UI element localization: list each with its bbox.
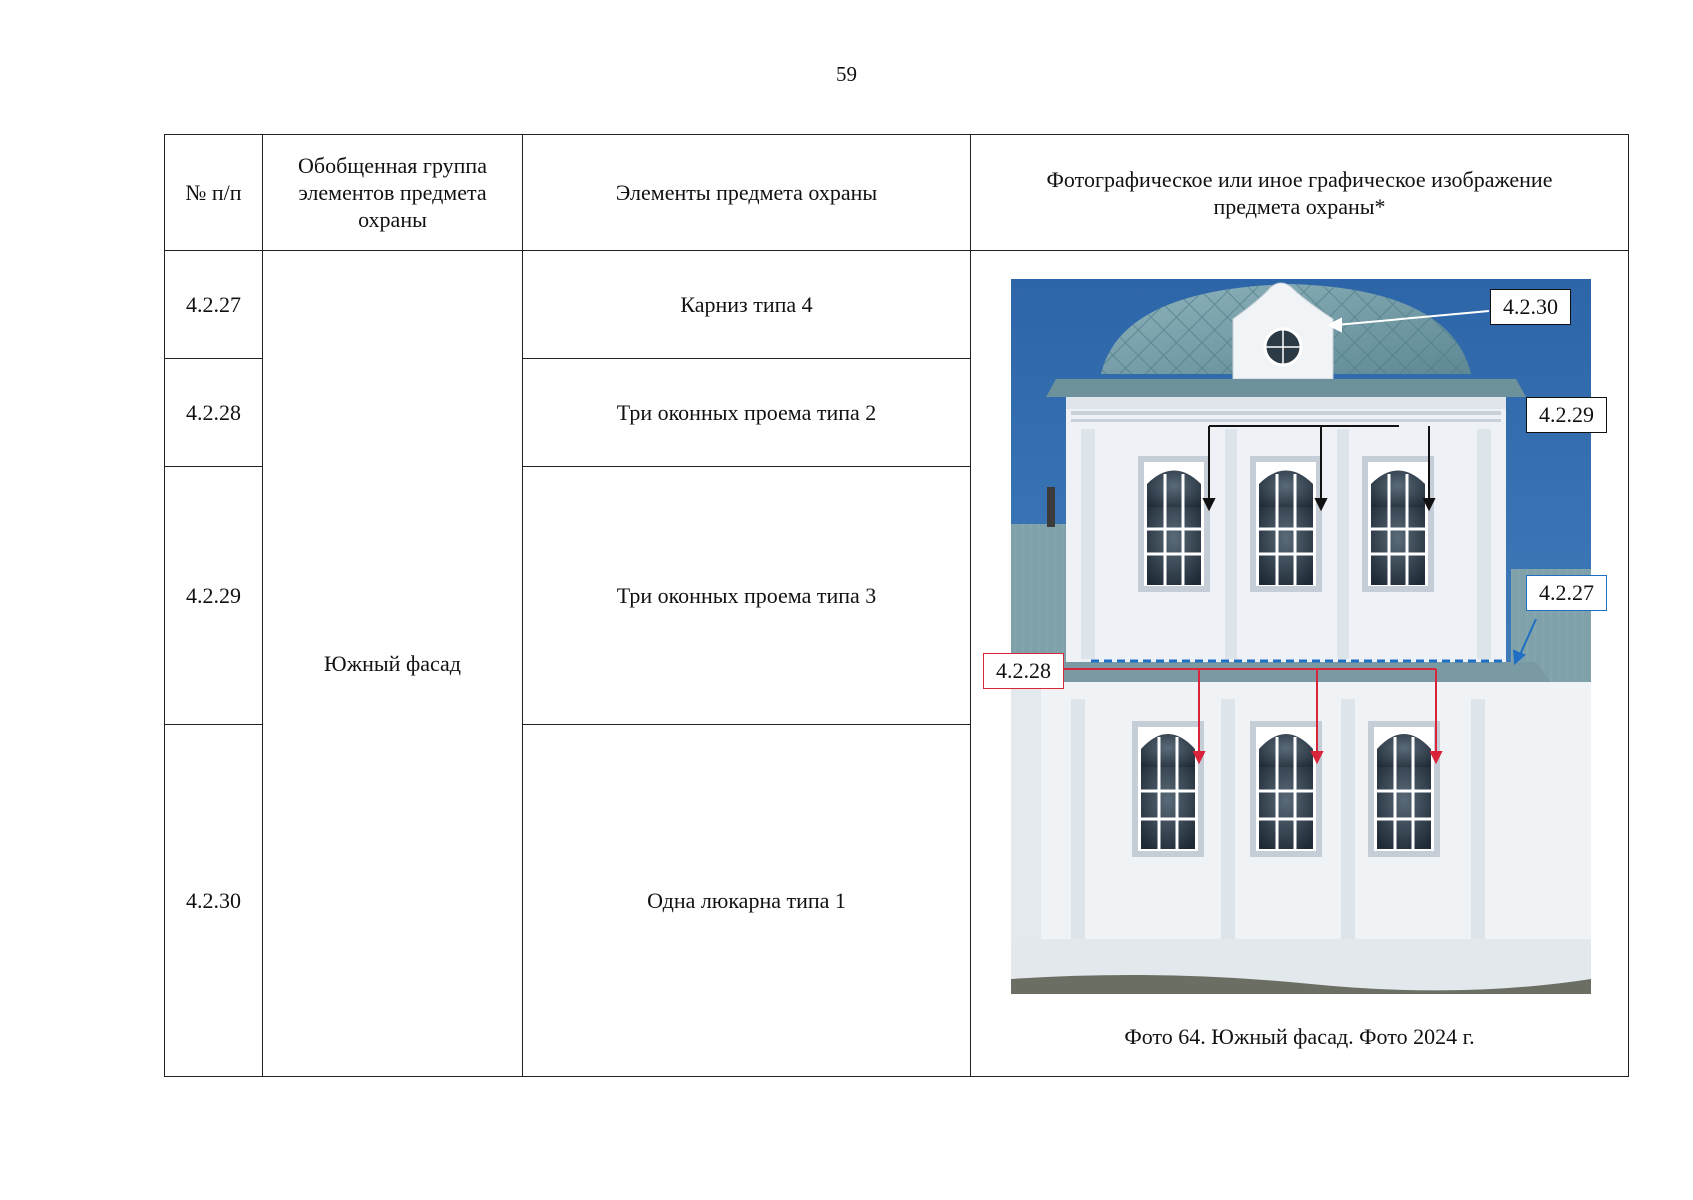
facade-photo bbox=[1011, 279, 1591, 994]
element-cell: Три оконных проема типа 3 bbox=[523, 467, 971, 725]
callout-4-2-28: 4.2.28 bbox=[983, 653, 1064, 689]
table-row bbox=[165, 251, 1629, 359]
photo-caption: Фото 64. Южный фасад. Фото 2024 г. bbox=[1124, 1024, 1475, 1049]
callout-4-2-30: 4.2.30 bbox=[1490, 289, 1571, 325]
callout-4-2-29: 4.2.29 bbox=[1526, 397, 1607, 433]
header-group: Обобщенная группа элементов предмета охраны bbox=[263, 135, 523, 251]
header-num: № п/п bbox=[165, 135, 263, 251]
row-number: 4.2.28 bbox=[165, 359, 263, 467]
photo-figure bbox=[971, 251, 1628, 1071]
row-number: 4.2.30 bbox=[165, 725, 263, 1077]
row-number: 4.2.27 bbox=[165, 251, 263, 359]
protection-table bbox=[164, 134, 1629, 1077]
element-cell: Три оконных проема типа 2 bbox=[523, 359, 971, 467]
element-cell: Карниз типа 4 bbox=[523, 251, 971, 359]
header-row bbox=[165, 135, 1629, 251]
row-number: 4.2.29 bbox=[165, 467, 263, 725]
group-cell: Южный фасад bbox=[263, 251, 523, 1077]
page-number: 59 bbox=[836, 62, 857, 86]
element-cell: Одна люкарна типа 1 bbox=[523, 725, 971, 1077]
photo-cell bbox=[971, 251, 1629, 1077]
callout-4-2-27: 4.2.27 bbox=[1526, 575, 1607, 611]
header-elements: Элементы предмета охраны bbox=[523, 135, 971, 251]
header-image: Фотографическое или иное графическое изображение предмета охраны* bbox=[971, 135, 1629, 251]
